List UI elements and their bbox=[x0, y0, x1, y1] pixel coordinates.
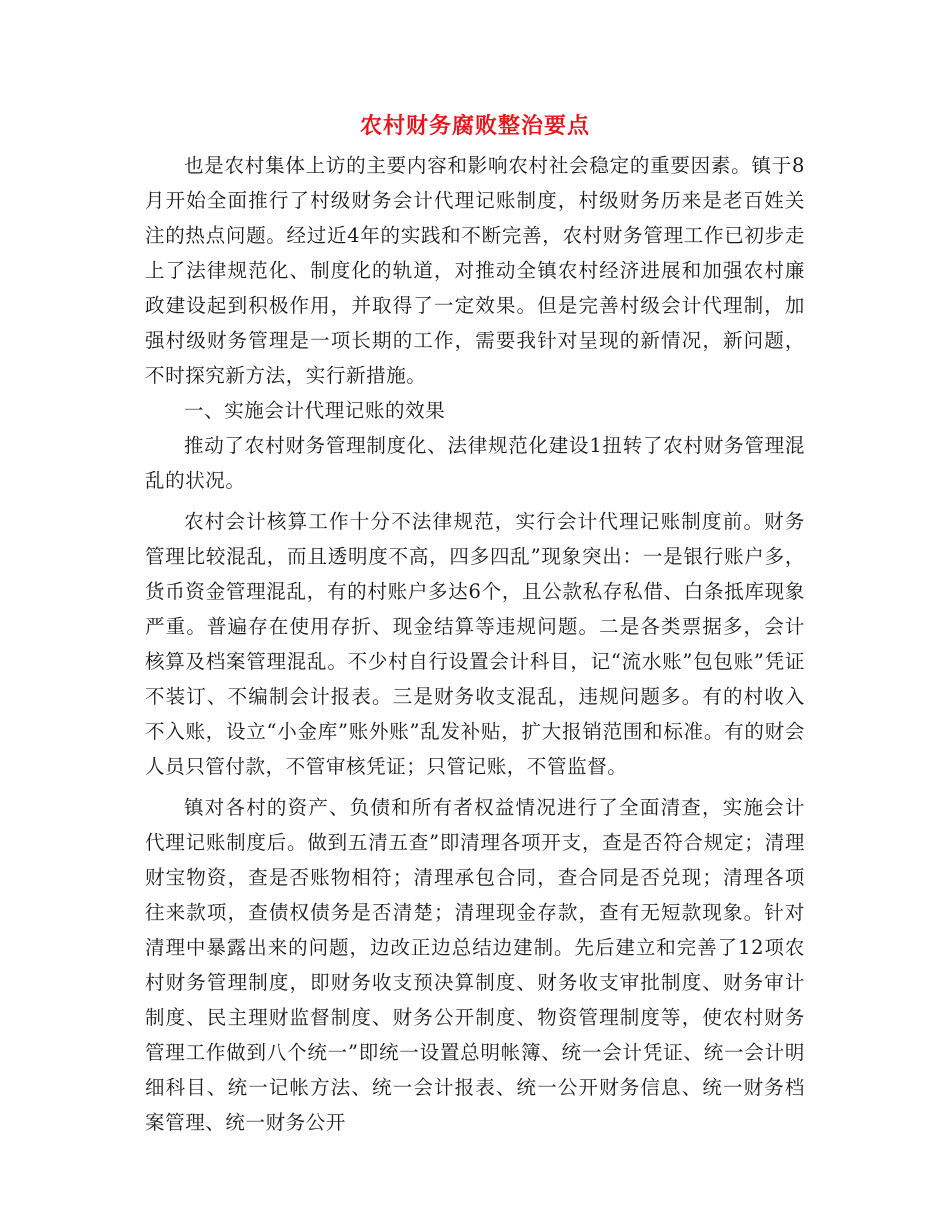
paragraph-intro: 也是农村集体上访的主要内容和影响农村社会稳定的重要因素。镇于8月开始全面推行了村级财务会计代理记账制度，村级财务历来是老百姓关注的热点问题。经过近4年的实践和不断完善，农村财务管理工作已初步走上了法律规范化、制度化的轨道，对推动全镇农村经济进展和加强农村廉政建设起到积极作用，并取得了一定效果。但是完善村级会计代理制，加强村级财务管理是一项长期的工作，需要我针对呈现的新情况，新问题，不时探究新方法，实行新措施。 bbox=[145, 154, 805, 387]
paragraph-effect: 推动了农村财务管理制度化、法律规范化建设1扭转了农村财务管理混乱的状况。 bbox=[145, 434, 805, 492]
paragraph-measures: 镇对各村的资产、负债和所有者权益情况进行了全面清查，实施会计代理记账制度后。做到五清五查”即清理各项开支，查是否符合规定；清理财宝物资，查是否账物相符；清理承包合同，查合同是否兑现；清理各项往来款项，查债权债务是否清楚；清理现金存款，查有无短款现象。针对清理中暴露出来的问题，边改正边总结边建制。先后建立和完善了12项农村财务管理制度，即财务收支预决算制度、财务收支审批制度、财务审计制度、民主理财监督制度、财务公开制度、物资管理制度等，使农村财务管理工作做到八个统一”即统一设置总明帐簿、统一会计凭证、统一会计明细科目、统一记帐方法、统一会计报表、统一公开财务信息、统一财务档案管理、统一财务公开 bbox=[145, 796, 805, 1134]
section-heading: 一、实施会计代理记账的效果 bbox=[184, 399, 446, 422]
document-body bbox=[145, 148, 805, 1140]
document-title: 农村财务腐败整治要点 bbox=[359, 113, 590, 139]
paragraph-problems: 农村会计核算工作十分不法律规范，实行会计代理记账制度前。财务管理比较混乱，而且透明度不高，四多四乱”现象突出：一是银行账户多，货币资金管理混乱，有的村账户多达6个，且公款私存私借、白条抵库现象严重。普遍存在使用存折、现金结算等违规问题。二是各类票据多，会计核算及档案管理混乱。不少村自行设置会计科目，记“流水账”包包账”凭证不装订、不编制会计报表。三是财务收支混乱，违规问题多。有的村收入不入账，设立“小金库”账外账”乱发补贴，扩大报销范围和标准。有的财会人员只管付款，不管审核凭证；只管记账，不管监督。 bbox=[145, 510, 805, 778]
